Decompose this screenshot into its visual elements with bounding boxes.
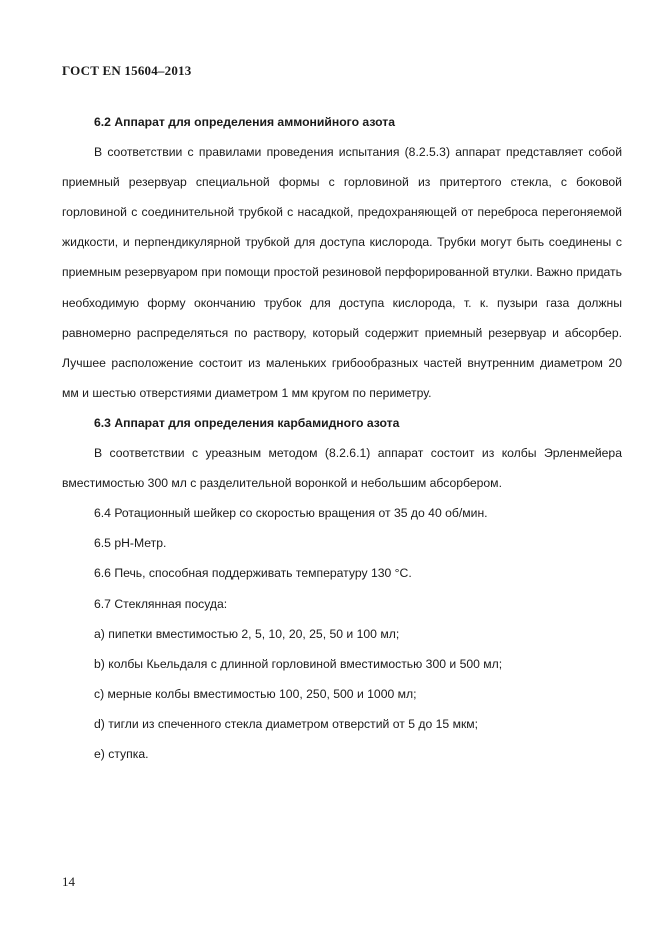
document-body <box>62 107 622 769</box>
section-heading: 6.2 Аппарат для определения аммонийного азота <box>94 115 395 129</box>
section-heading: 6.3 Аппарат для определения карбамидного азота <box>94 415 400 430</box>
list-item: d) тигли из спеченного стекла диаметром отверстий от 5 до 15 мкм; <box>94 716 479 731</box>
document-header: ГОСТ EN 15604–2013 <box>62 63 192 78</box>
list-item: 6.7 Стеклянная посуда: <box>94 596 228 611</box>
list-item: 6.6 Печь, способная поддерживать температуру 130 °С. <box>94 566 412 581</box>
list-item: a) пипетки вместимостью 2, 5, 10, 20, 25, 50 и 100 мл; <box>94 626 400 641</box>
paragraph: В соответствии с уреазным методом (8.2.6.1) аппарат состоит из колбы Эрленмейера вместимостью 300 мл с разделительной воронкой и небольшим абсорбером. <box>62 446 622 491</box>
list-item: e) ступка. <box>94 746 149 761</box>
list-item: b) колбы Кьельдаля с длинной горловиной вместимостью 300 и 500 мл; <box>94 656 503 671</box>
page-number: 14 <box>62 874 75 889</box>
list-item: 6.4 Ротационный шейкер со скоростью вращения от 35 до 40 об/мин. <box>94 506 488 521</box>
list-item: 6.5 рН-Метр. <box>94 536 167 551</box>
list-item: c) мерные колбы вместимостью 100, 250, 500 и 1000 мл; <box>94 686 417 701</box>
paragraph: В соответствии с правилами проведения испытания (8.2.5.3) аппарат представляет собой приемный резервуар специальной формы с горловиной из притертого стекла, с боковой горловиной с соединительной трубкой с насадкой, предохраняющей от переброса перегоняемой жидкости, и перпендикулярной трубкой для доступа кислорода. Трубки могут быть соединены с приемным резервуаром при помощи простой резиновой перфорированной втулки. Важно придать необходимую форму окончанию трубок для доступа кислорода, т. к. пузыри газа должны равномерно распределяться по раствору, который содержит приемный резервуар и абсорбер. Лучшее расположение состоит из маленьких грибообразных частей внутренним диаметром 20 мм и шестью отверстиями диаметром 1 мм кругом по периметру. <box>62 145 622 400</box>
